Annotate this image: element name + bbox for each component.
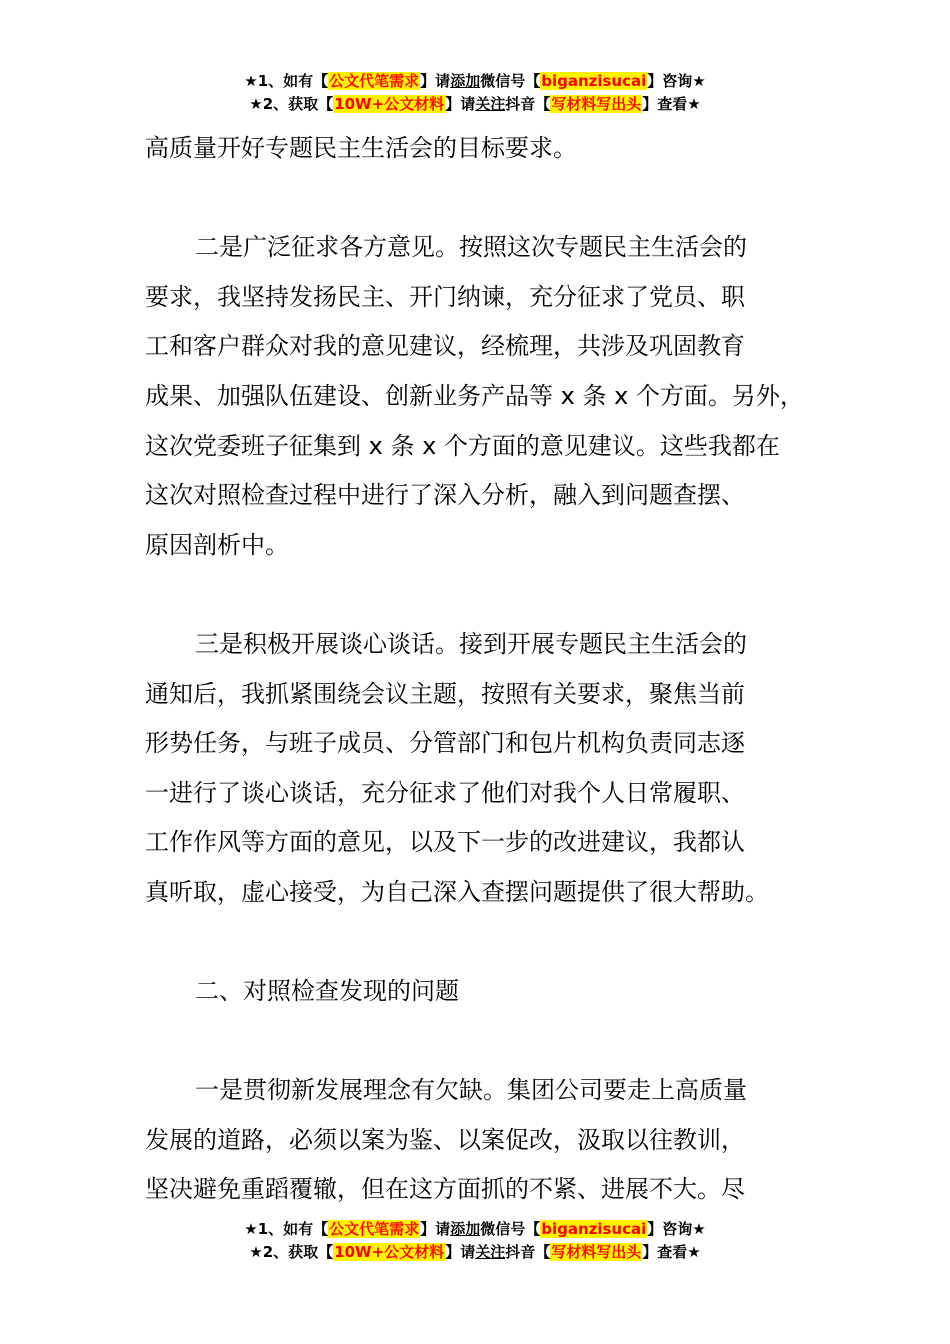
banner-text: ★2、获取【 bbox=[249, 95, 334, 113]
banner-text: 】查看★ bbox=[642, 1243, 701, 1261]
body-line: 要求，我坚持发扬民主、开门纳谏，充分征求了党员、职 bbox=[145, 282, 745, 311]
body-line: 坚决避免重蹈覆辙，但在这方面抓的不紧、进展不大。尽 bbox=[145, 1175, 745, 1204]
banner-text: 】查看★ bbox=[642, 95, 701, 113]
banner-text: 抖音【 bbox=[505, 1243, 551, 1261]
highlight-ghostwriting: 公文代笔需求 bbox=[329, 1220, 420, 1238]
underlined-follow: 关注 bbox=[475, 1243, 506, 1261]
banner-text: 】请 bbox=[420, 72, 451, 90]
banner-text: 微信号【 bbox=[480, 1220, 541, 1238]
body-line: 这次党委班子征集到 x 条 x 个方面的意见建议。这些我都在 bbox=[145, 431, 780, 460]
highlight-materials: 10W+公文材料 bbox=[334, 1243, 445, 1261]
paragraph-gap bbox=[145, 1017, 835, 1067]
banner-text: ★2、获取【 bbox=[249, 1243, 334, 1261]
banner-text: ★1、如有【 bbox=[244, 1220, 329, 1238]
highlight-wechat-id: biganzisucai bbox=[541, 72, 647, 90]
banner-text: 】咨询★ bbox=[647, 72, 706, 90]
document-body bbox=[145, 124, 835, 1215]
body-line: 工作作风等方面的意见，以及下一步的改进建议，我都认 bbox=[145, 828, 745, 857]
header-banner bbox=[0, 70, 950, 116]
body-line: 真听取，虚心接受，为自己深入查摆问题提供了很大帮助。 bbox=[145, 877, 769, 906]
body-line: 这次对照检查过程中进行了深入分析，融入到问题查摆、 bbox=[145, 481, 745, 510]
banner-text: ★1、如有【 bbox=[244, 72, 329, 90]
banner-text: 】请 bbox=[445, 95, 476, 113]
body-line: 三是积极开展谈心谈话。接到开展专题民主生活会的 bbox=[195, 629, 747, 658]
paragraph-gap bbox=[145, 918, 835, 968]
banner-text: 微信号【 bbox=[480, 72, 541, 90]
underlined-add: 添加 bbox=[450, 72, 481, 90]
body-line: 工和客户群众对我的意见建议，经梳理，共涉及巩固教育 bbox=[145, 332, 745, 361]
banner-line-2 bbox=[0, 1241, 950, 1264]
underlined-add: 添加 bbox=[450, 1220, 481, 1238]
body-line: 一进行了谈心谈话，充分征求了他们对我个人日常履职、 bbox=[145, 778, 745, 807]
body-line: 发展的道路，必须以案为鉴、以案促改，汲取以往教训， bbox=[145, 1125, 745, 1154]
highlight-ghostwriting: 公文代笔需求 bbox=[329, 72, 420, 90]
body-line: 二是广泛征求各方意见。按照这次专题民主生活会的 bbox=[195, 233, 747, 262]
highlight-materials: 10W+公文材料 bbox=[334, 95, 445, 113]
banner-text: 抖音【 bbox=[505, 95, 551, 113]
banner-line-2 bbox=[0, 93, 950, 116]
paragraph-gap bbox=[145, 174, 835, 224]
body-line: 形势任务，与班子成员、分管部门和包片机构负责同志逐 bbox=[145, 729, 745, 758]
body-line: 高质量开好专题民主生活会的目标要求。 bbox=[145, 134, 577, 162]
banner-text: 】咨询★ bbox=[647, 1220, 706, 1238]
highlight-douyin: 写材料写出头 bbox=[551, 95, 642, 113]
banner-line-1 bbox=[0, 1218, 950, 1241]
body-line: 原因剖析中。 bbox=[145, 530, 289, 559]
highlight-douyin: 写材料写出头 bbox=[551, 1243, 642, 1261]
footer-banner bbox=[0, 1218, 950, 1264]
body-line: 一是贯彻新发展理念有欠缺。集团公司要走上高质量 bbox=[195, 1076, 747, 1105]
body-line: 通知后，我抓紧围绕会议主题，按照有关要求，聚焦当前 bbox=[145, 679, 745, 708]
section-heading: 二、对照检查发现的问题 bbox=[195, 977, 459, 1006]
banner-text: 】请 bbox=[420, 1220, 451, 1238]
underlined-follow: 关注 bbox=[475, 95, 506, 113]
paragraph-gap bbox=[145, 570, 835, 620]
highlight-wechat-id: biganzisucai bbox=[541, 1220, 647, 1238]
body-line: 成果、加强队伍建设、创新业务产品等 x 条 x 个方面。另外， bbox=[145, 381, 804, 410]
banner-line-1 bbox=[0, 70, 950, 93]
banner-text: 】请 bbox=[445, 1243, 476, 1261]
